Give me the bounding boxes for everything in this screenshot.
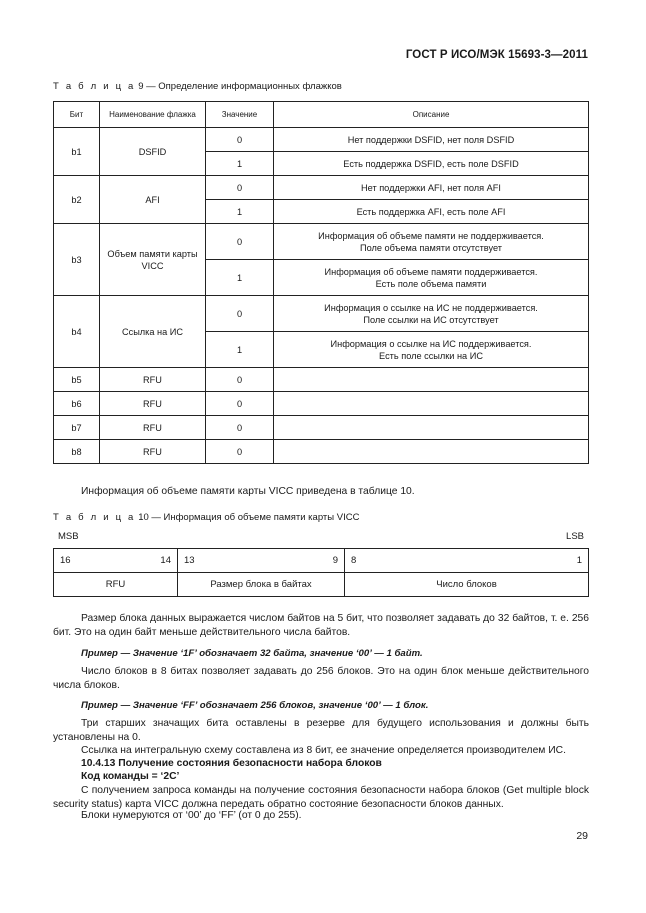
bit-cell: b6 [54, 392, 100, 416]
value-cell: 0 [206, 176, 274, 200]
section-heading: 10.4.13 Получение состояния безопасности набора блоков [81, 758, 382, 769]
paragraph-ic-reference: Ссылка на интегральную схему составлена из 8 бит, ее значение определяется производителем ИС. [81, 745, 566, 756]
description-line: Нет поддержки AFI, нет поля AFI [361, 182, 501, 193]
bit-cell: b7 [54, 416, 100, 440]
description-line: Информация об объеме памяти поддерживается. [324, 266, 538, 277]
col-header-description: Описание [274, 102, 589, 128]
table10-caption-text: 10 — Информация об объеме памяти карты VICC [138, 512, 360, 523]
description-cell [274, 224, 589, 260]
col-header-name: Наименование флажка [100, 102, 206, 128]
paragraph-block-size: Размер блока данных выражается числом байтов на 5 бит, что позволяет задавать до 32 байтов, т. е. 256 бит. Это на один байт меньше действительного числа байтов. [53, 613, 589, 638]
description-cell [274, 128, 589, 152]
flag-row [54, 440, 589, 464]
bit-cell: b8 [54, 440, 100, 464]
value-cell: 0 [206, 368, 274, 392]
bit-to: 1 [576, 555, 582, 566]
bit-from: 8 [351, 555, 357, 566]
bit-cell: b1 [54, 128, 100, 176]
flag-name-cell: RFU [100, 416, 206, 440]
col-header-bit: Бит [54, 102, 100, 128]
flag-row [54, 176, 589, 200]
bit-range-cell [54, 549, 178, 573]
description-cell [274, 296, 589, 332]
flags-table [53, 101, 589, 464]
msb-label: MSB [58, 531, 79, 542]
flag-row [54, 128, 589, 152]
description-line: Поле ссылки на ИС отсутствует [363, 314, 499, 325]
description-cell [274, 332, 589, 368]
value-cell: 0 [206, 128, 274, 152]
example-block-size: Пример — Значение ‘1F’ обозначает 32 байта, значение ‘00’ — 1 байт. [81, 648, 423, 659]
flag-row [54, 416, 589, 440]
table10-caption [53, 512, 359, 523]
description-line: Есть поле объема памяти [375, 278, 487, 289]
bit-cell: b3 [54, 224, 100, 296]
table9-caption [53, 81, 342, 92]
flag-name-cell: RFU [100, 392, 206, 416]
value-cell: 0 [206, 416, 274, 440]
bit-from: 13 [184, 555, 195, 566]
memory-size-table [53, 548, 589, 597]
value-cell: 1 [206, 152, 274, 176]
bit-to: 9 [332, 555, 338, 566]
description-line: Есть поле ссылки на ИС [379, 350, 483, 361]
paragraph-block-count: Число блоков в 8 битах позволяет задавать до 256 блоков. Это на один блок меньше действительного числа блоков. [53, 666, 589, 691]
field-cell: RFU [54, 573, 178, 597]
field-cell: Число блоков [345, 573, 589, 597]
description-cell [274, 152, 589, 176]
value-cell: 0 [206, 392, 274, 416]
document-header: ГОСТ Р ИСО/МЭК 15693-3—2011 [405, 49, 588, 61]
paragraph-reserved-bits: Три старших значащих бита оставлены в резерве для будущего использования и должны быть установлены на 0. [53, 718, 589, 743]
value-cell: 1 [206, 332, 274, 368]
description-cell [274, 392, 589, 416]
bit-from: 16 [60, 555, 71, 566]
description-cell [274, 440, 589, 464]
example-block-count: Пример — Значение ‘FF’ обозначает 256 блоков, значение ‘00’ — 1 блок. [81, 700, 429, 711]
bit-to: 14 [160, 555, 171, 566]
table10-caption-prefix: Т а б л и ц а [53, 512, 136, 523]
paragraph-command-description: С получением запроса команды на получение состояния безопасности набора блоков (Get multiple block security status) карта VICC должна передать обратно состояние безопасности блоков данных. [53, 785, 589, 810]
bit-range-cell [345, 549, 589, 573]
description-line: Есть поддержка DSFID, есть поле DSFID [343, 158, 519, 169]
value-cell: 0 [206, 296, 274, 332]
description-cell [274, 260, 589, 296]
description-cell [274, 176, 589, 200]
col-header-value: Значение [206, 102, 274, 128]
flag-row [54, 296, 589, 332]
flag-row [54, 224, 589, 260]
description-line: Информация об объеме памяти не поддерживается. [318, 230, 544, 241]
value-cell: 1 [206, 260, 274, 296]
field-row [54, 573, 589, 597]
flag-name-cell: DSFID [100, 128, 206, 176]
flag-name-cell: Ссылка на ИС [100, 296, 206, 368]
table9-caption-prefix: Т а б л и ц а [53, 81, 136, 92]
description-line: Информация о ссылке на ИС поддерживается. [330, 338, 532, 349]
description-cell [274, 416, 589, 440]
paragraph-block-numbering: Блоки нумеруются от ‘00’ до ‘FF’ (от 0 до 255). [81, 810, 302, 821]
flag-name-cell: RFU [100, 368, 206, 392]
field-cell: Размер блока в байтах [178, 573, 345, 597]
page-number: 29 [576, 830, 588, 842]
command-code: Код команды = ‘2C’ [81, 771, 180, 782]
bit-cell: b4 [54, 296, 100, 368]
bit-cell: b5 [54, 368, 100, 392]
description-line: Есть поддержка AFI, есть поле AFI [356, 206, 506, 217]
table9-caption-text: 9 — Определение информационных флажков [138, 81, 342, 92]
description-line: Поле объема памяти отсутствует [360, 242, 502, 253]
flag-name-cell: Объем памяти карты VICC [100, 224, 206, 296]
lsb-label: LSB [566, 531, 584, 542]
bit-range-row [54, 549, 589, 573]
description-line: Информация о ссылке на ИС не поддерживается. [324, 302, 538, 313]
flag-row [54, 368, 589, 392]
value-cell: 1 [206, 200, 274, 224]
description-line: Нет поддержки DSFID, нет поля DSFID [347, 134, 515, 145]
flag-row [54, 392, 589, 416]
bit-range-cell [178, 549, 345, 573]
flags-table-body [54, 128, 589, 464]
intro-paragraph: Информация об объеме памяти карты VICC приведена в таблице 10. [81, 486, 415, 497]
description-cell [274, 368, 589, 392]
value-cell: 0 [206, 224, 274, 260]
description-cell [274, 200, 589, 224]
value-cell: 0 [206, 440, 274, 464]
flag-name-cell: AFI [100, 176, 206, 224]
flag-name-cell: RFU [100, 440, 206, 464]
bit-cell: b2 [54, 176, 100, 224]
